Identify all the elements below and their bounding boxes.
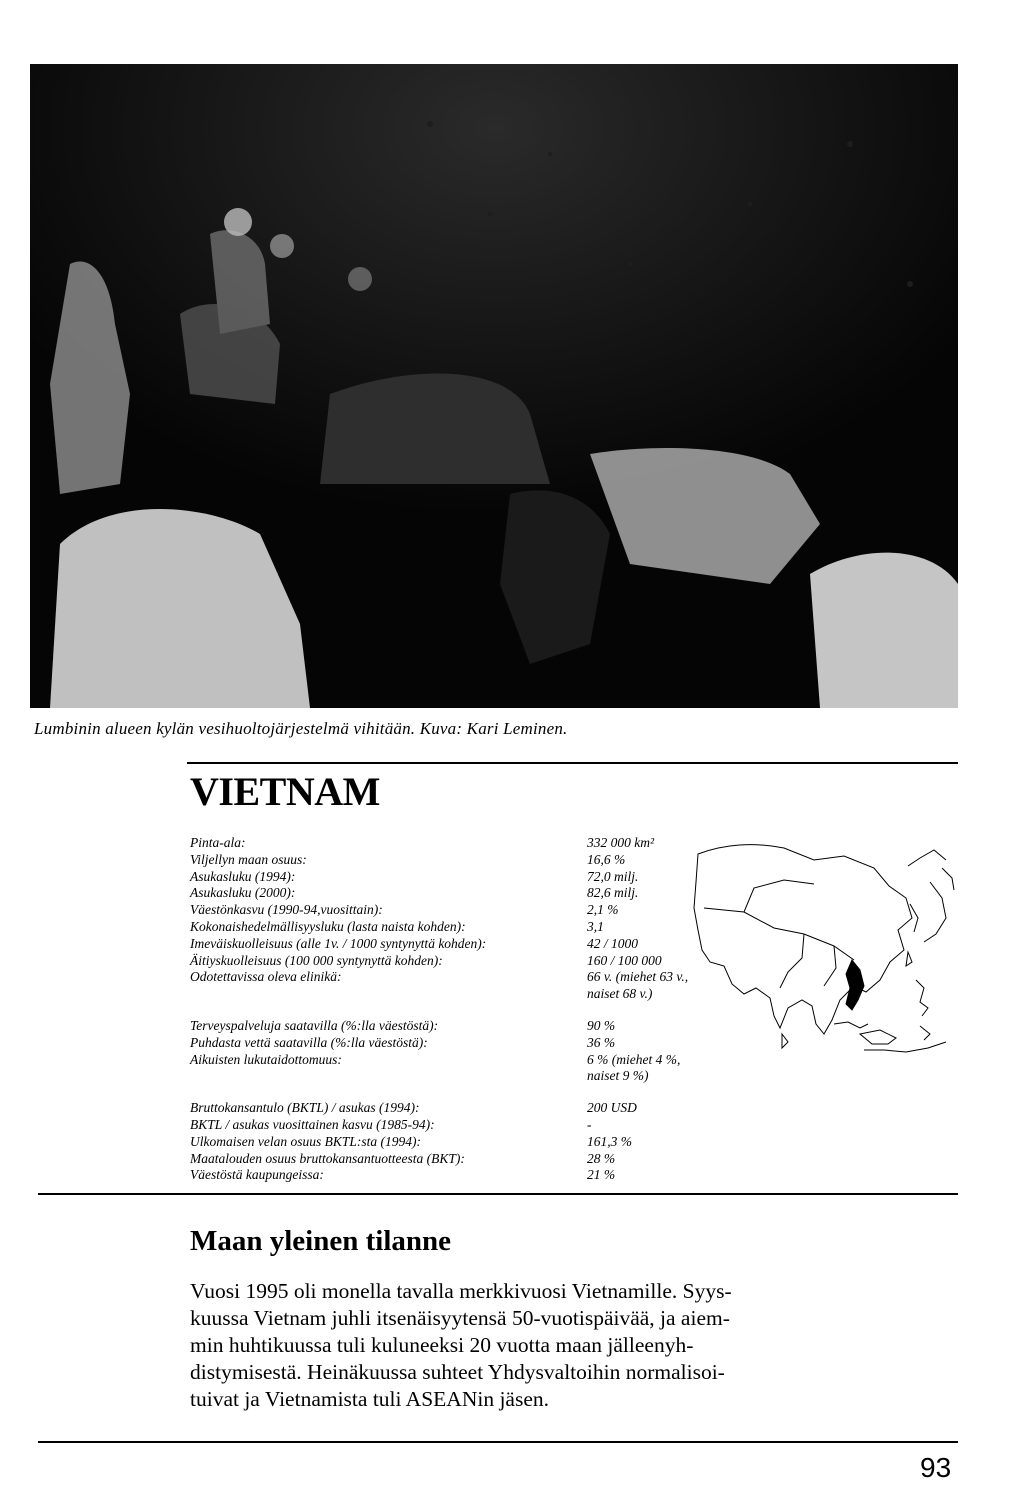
section-heading: Maan yleinen tilanne [190,1225,452,1257]
stat-value: 3,1 [587,918,604,934]
stat-row [190,1017,616,1035]
stat-value: 6 % (miehet 4 %, [587,1051,681,1067]
divider-middle [38,1193,958,1195]
body-line: kuussa Vietnam juhli itsenäisyytensä 50-vuotispäivää, ja aiem- [190,1306,730,1330]
country-title: VIETNAM [190,769,380,814]
stat-label: Odotettavissa oleva elinikä: [190,969,342,985]
stat-row [190,1167,616,1184]
body-line: distymisestä. Heinäkuussa suhteet Yhdysvaltoihin normalisoi- [190,1360,725,1384]
stat-label: Pinta-ala: [190,835,246,850]
stat-label: BKTL / asukas vuosittainen kasvu (1985-94): [190,1116,435,1132]
body-line: min huhtikuussa tuli kuluneeksi 20 vuotta maan jälleenyh- [190,1333,694,1357]
body-line: tuivat ja Vietnamista tuli ASEANin jäsen. [190,1387,549,1411]
stat-row [190,1051,681,1069]
village-photo [30,64,958,708]
stat-value: 82,6 milj. [587,885,639,901]
stat-value: naiset 9 %) [587,1068,649,1084]
stat-value: 36 % [587,1034,616,1050]
stat-label: Väestöstä kaupungeissa: [190,1167,324,1183]
stat-row [190,1068,649,1085]
stat-label: Puhdasta vettä saatavilla (%:lla väestöstä): [190,1034,428,1050]
stat-value: 42 / 1000 [587,935,639,951]
stat-value: 66 v. (miehet 63 v., [587,969,689,985]
stat-label: Asukasluku (2000): [190,885,296,901]
body-line: Vuosi 1995 oli monella tavalla merkkivuosi Vietnamille. Syys- [190,1279,732,1303]
stat-value: 21 % [587,1167,616,1183]
stat-row [190,885,639,902]
divider-top [187,762,958,764]
stat-row [190,1100,637,1117]
stat-label: Asukasluku (1994): [190,868,296,884]
stat-row [190,851,626,869]
stat-value: 16,6 % [587,851,626,867]
stat-row [190,1034,616,1052]
stat-label: Ulkomaisen velan osuus BKTL:sta (1994): [190,1133,421,1149]
stat-value: 2,1 % [587,902,619,918]
stat-label: Maatalouden osuus bruttokansantuotteesta (BKT): [190,1150,465,1166]
stat-row [190,969,689,986]
stat-row [190,902,619,919]
stat-value: 161,3 % [587,1133,632,1149]
asia-locator-map [684,838,962,1056]
stat-value: 90 % [587,1017,616,1033]
divider-bottom [38,1441,958,1443]
stat-row [190,952,662,970]
stat-label: Äitiyskuolleisuus (100 000 syntynyttä kohden): [190,952,443,968]
country-stats-table [190,835,689,1184]
stat-label: Aikuisten lukutaidottomuus: [190,1051,342,1067]
stat-label: Terveyspalveluja saatavilla (%:lla väestöstä): [190,1017,439,1033]
photo-caption: Lumbinin alueen kylän vesihuoltojärjestelmä vihitään. Kuva: Kari Leminen. [34,719,568,738]
stat-row [190,868,639,886]
stat-label: Kokonaishedelmällisyysluku (lasta naista kohden): [190,918,466,934]
stat-value: 72,0 milj. [587,868,639,884]
stat-value: naiset 68 v.) [587,986,653,1002]
stat-row [190,935,639,953]
stat-row [190,1117,600,1134]
stat-row [190,835,655,852]
stat-value: 200 USD [587,1100,637,1116]
stat-label [190,1068,587,1085]
stat-label: Imeväiskuolleisuus (alle 1v. / 1000 syntynyttä kohden): [190,935,487,951]
stat-value: 28 % [587,1150,616,1166]
stat-value: - [587,1116,592,1132]
stat-label [190,986,587,1003]
page-number: 93 [920,1452,952,1483]
stat-label: Väestönkasvu (1990-94,vuosittain): [190,902,383,918]
stat-row [190,918,604,936]
stat-value: 160 / 100 000 [587,952,662,968]
body-paragraph [190,1278,910,1413]
stat-label: Bruttokansantulo (BKTL) / asukas (1994): [190,1100,420,1116]
stat-row [190,986,653,1003]
stat-value: 332 000 km² [587,835,655,850]
stat-row [190,1150,616,1168]
stat-label: Viljellyn maan osuus: [190,851,307,867]
stat-row [190,1133,632,1151]
